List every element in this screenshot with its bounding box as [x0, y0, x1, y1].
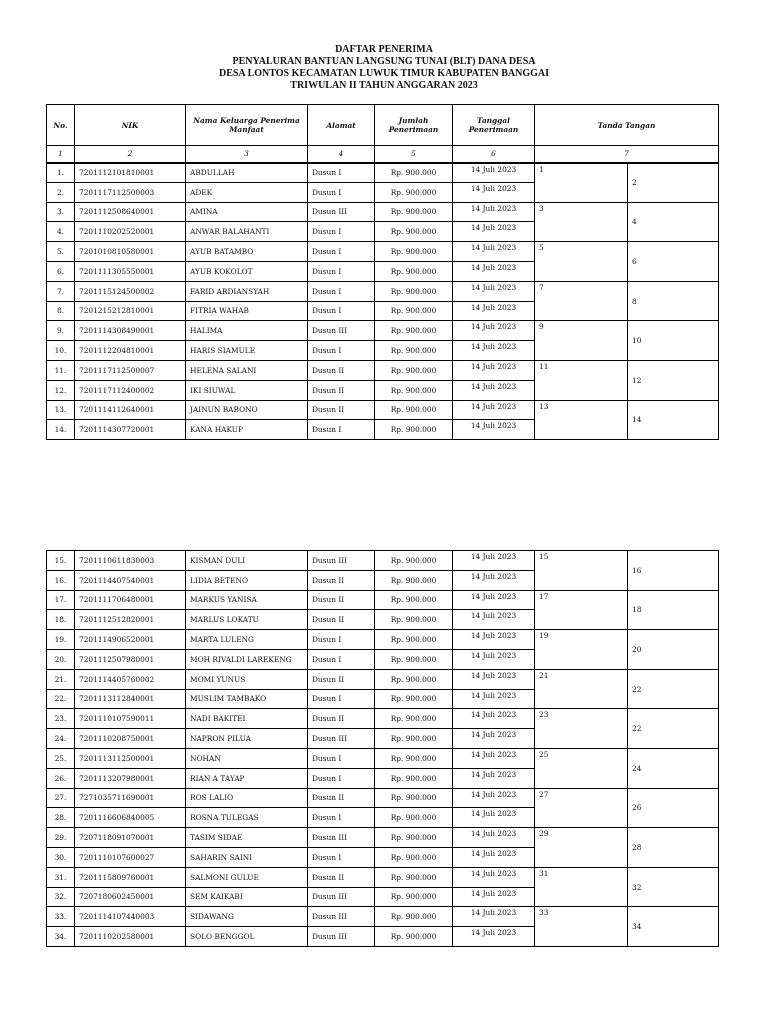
amount-cell: Rp. 900.000 — [375, 261, 453, 281]
amount-cell: Rp. 900.000 — [375, 689, 453, 709]
table-row — [47, 360, 719, 380]
name-cell: KANA HAKUP — [186, 420, 308, 440]
signature-box-left: 15 — [535, 551, 628, 591]
amount-cell: Rp. 900.000 — [375, 222, 453, 242]
column-number: 6 — [453, 146, 535, 163]
signature-box-left: 1 — [535, 163, 628, 203]
address-cell: Dusun I — [308, 768, 375, 788]
date-cell: 14 Juli 2023 — [453, 202, 535, 222]
row-number: 22. — [47, 689, 75, 709]
table-header-row — [47, 105, 719, 146]
name-cell: MOMI YUNUS — [186, 669, 308, 689]
address-cell: Dusun I — [308, 847, 375, 867]
address-cell: Dusun I — [308, 420, 375, 440]
date-cell: 14 Juli 2023 — [453, 261, 535, 281]
row-number: 19. — [47, 630, 75, 650]
table-row — [47, 828, 719, 848]
date-cell: 14 Juli 2023 — [453, 570, 535, 590]
title-line-1: DAFTAR PENERIMA — [335, 44, 433, 55]
date-cell: 14 Juli 2023 — [453, 768, 535, 788]
row-number: 12. — [47, 380, 75, 400]
row-number: 25. — [47, 748, 75, 768]
signature-box-left: 11 — [535, 360, 628, 400]
date-cell: 14 Juli 2023 — [453, 847, 535, 867]
recipient-table-page-2 — [46, 550, 719, 947]
signature-box-left: 3 — [535, 202, 628, 242]
amount-cell: Rp. 900.000 — [375, 649, 453, 669]
signature-box-right: 16 — [628, 551, 719, 591]
address-cell: Dusun II — [308, 570, 375, 590]
signature-box-right: 12 — [628, 360, 719, 400]
signature-box-right: 10 — [628, 321, 719, 361]
name-cell: NOHAN — [186, 748, 308, 768]
nik-cell: 7201110107590011 — [75, 709, 186, 729]
amount-cell: Rp. 900.000 — [375, 590, 453, 610]
nik-cell: 7201114405760002 — [75, 669, 186, 689]
row-number: 17. — [47, 590, 75, 610]
table-row — [47, 669, 719, 689]
address-cell: Dusun I — [308, 242, 375, 262]
row-number: 14. — [47, 420, 75, 440]
table-row — [47, 242, 719, 262]
row-number: 13. — [47, 400, 75, 420]
nik-cell: 7201114308490001 — [75, 321, 186, 341]
nik-cell: 7271035711690001 — [75, 788, 186, 808]
amount-cell: Rp. 900.000 — [375, 301, 453, 321]
date-cell: 14 Juli 2023 — [453, 360, 535, 380]
table-row — [47, 748, 719, 768]
column-number: 7 — [535, 146, 719, 163]
nik-cell: 7201110202520001 — [75, 222, 186, 242]
col-header-no: No. — [47, 105, 75, 146]
signature-box-left: 25 — [535, 748, 628, 788]
name-cell: LIDIA BETENO — [186, 570, 308, 590]
name-cell: ROS LALIO — [186, 788, 308, 808]
row-number: 32. — [47, 887, 75, 907]
name-cell: HARIS SIAMULE — [186, 341, 308, 361]
address-cell: Dusun I — [308, 301, 375, 321]
row-number: 21. — [47, 669, 75, 689]
name-cell: SOLO BENGGOL — [186, 927, 308, 947]
amount-cell: Rp. 900.000 — [375, 420, 453, 440]
name-cell: AMINA — [186, 202, 308, 222]
date-cell: 14 Juli 2023 — [453, 630, 535, 650]
name-cell: AYUB BATAMBO — [186, 242, 308, 262]
row-number: 4. — [47, 222, 75, 242]
name-cell: RIAN A TAYAP — [186, 768, 308, 788]
nik-cell: 7201117112500007 — [75, 360, 186, 380]
nik-cell: 7201114407540001 — [75, 570, 186, 590]
title-line-4: TRIWULAN II TAHUN ANGGARAN 2023 — [290, 80, 478, 91]
nik-cell: 7201112512820001 — [75, 610, 186, 630]
col-header-jumlah: Jumlah Penerimaan — [375, 105, 453, 146]
address-cell: Dusun I — [308, 630, 375, 650]
name-cell: ADEK — [186, 182, 308, 202]
nik-cell: 7201114107440003 — [75, 907, 186, 927]
nik-cell: 7201110208750001 — [75, 729, 186, 749]
date-cell: 14 Juli 2023 — [453, 808, 535, 828]
signature-box-left: 5 — [535, 242, 628, 282]
signature-box-left: 17 — [535, 590, 628, 630]
row-number: 3. — [47, 202, 75, 222]
table-row — [47, 321, 719, 341]
nik-cell: 7201112507980001 — [75, 649, 186, 669]
signature-box-right: 22 — [628, 669, 719, 709]
address-cell: Dusun III — [308, 729, 375, 749]
address-cell: Dusun I — [308, 748, 375, 768]
signature-box-left: 31 — [535, 867, 628, 907]
nik-cell: 7201117112500003 — [75, 182, 186, 202]
signature-box-left: 13 — [535, 400, 628, 440]
name-cell: SAHARIN SAINI — [186, 847, 308, 867]
date-cell: 14 Juli 2023 — [453, 649, 535, 669]
column-number: 1 — [47, 146, 75, 163]
nik-cell: 7201113112840001 — [75, 689, 186, 709]
signature-box-left: 29 — [535, 828, 628, 868]
nik-cell: 7201113207980001 — [75, 768, 186, 788]
amount-cell: Rp. 900.000 — [375, 847, 453, 867]
amount-cell: Rp. 900.000 — [375, 927, 453, 947]
row-number: 10. — [47, 341, 75, 361]
date-cell: 14 Juli 2023 — [453, 729, 535, 749]
nik-cell: 7201116606840005 — [75, 808, 186, 828]
name-cell: IKI SIUWAL — [186, 380, 308, 400]
amount-cell: Rp. 900.000 — [375, 202, 453, 222]
row-number: 33. — [47, 907, 75, 927]
amount-cell: Rp. 900.000 — [375, 341, 453, 361]
amount-cell: Rp. 900.000 — [375, 551, 453, 571]
address-cell: Dusun II — [308, 669, 375, 689]
nik-cell: 7201110107600027 — [75, 847, 186, 867]
table-row — [47, 281, 719, 301]
amount-cell: Rp. 900.000 — [375, 321, 453, 341]
address-cell: Dusun I — [308, 281, 375, 301]
address-cell: Dusun III — [308, 202, 375, 222]
signature-box-left: 23 — [535, 709, 628, 749]
amount-cell: Rp. 900.000 — [375, 867, 453, 887]
name-cell: MARLUS LOKATU — [186, 610, 308, 630]
row-number: 6. — [47, 261, 75, 281]
title-line-3: DESA LONTOS KECAMATAN LUWUK TIMUR KABUPATEN BANGGAI — [218, 68, 550, 79]
document-title — [0, 44, 768, 92]
name-cell: NAPRON PILUA — [186, 729, 308, 749]
name-cell: ABDULLAH — [186, 163, 308, 183]
nik-cell: 7207180602450001 — [75, 887, 186, 907]
date-cell: 14 Juli 2023 — [453, 907, 535, 927]
signature-box-right: 32 — [628, 867, 719, 907]
signature-box-left: 9 — [535, 321, 628, 361]
address-cell: Dusun I — [308, 182, 375, 202]
date-cell: 14 Juli 2023 — [453, 222, 535, 242]
signature-box-right: 18 — [628, 590, 719, 630]
nik-cell: 7201114906520001 — [75, 630, 186, 650]
nik-cell: 7201110611830003 — [75, 551, 186, 571]
amount-cell: Rp. 900.000 — [375, 828, 453, 848]
date-cell: 14 Juli 2023 — [453, 927, 535, 947]
row-number: 8. — [47, 301, 75, 321]
name-cell: AYUB KOKOLOT — [186, 261, 308, 281]
nik-cell: 7201115809760001 — [75, 867, 186, 887]
amount-cell: Rp. 900.000 — [375, 729, 453, 749]
amount-cell: Rp. 900.000 — [375, 669, 453, 689]
table-row — [47, 163, 719, 183]
name-cell: SALMONI GULUE — [186, 867, 308, 887]
signature-box-right: 6 — [628, 242, 719, 282]
row-number: 26. — [47, 768, 75, 788]
nik-cell: 7201110202580001 — [75, 927, 186, 947]
date-cell: 14 Juli 2023 — [453, 867, 535, 887]
date-cell: 14 Juli 2023 — [453, 709, 535, 729]
date-cell: 14 Juli 2023 — [453, 689, 535, 709]
column-number: 4 — [308, 146, 375, 163]
column-number: 3 — [186, 146, 308, 163]
date-cell: 14 Juli 2023 — [453, 788, 535, 808]
nik-cell: 7201010810580001 — [75, 242, 186, 262]
name-cell: MARTA LULENG — [186, 630, 308, 650]
address-cell: Dusun III — [308, 887, 375, 907]
date-cell: 14 Juli 2023 — [453, 669, 535, 689]
title-line-2: PENYALURAN BANTUAN LANGSUNG TUNAI (BLT) DANA DESA — [232, 56, 536, 67]
row-number: 11. — [47, 360, 75, 380]
address-cell: Dusun II — [308, 867, 375, 887]
nik-cell: 7201112508640001 — [75, 202, 186, 222]
nik-cell: 7201117112400002 — [75, 380, 186, 400]
nik-cell: 7201111706480001 — [75, 590, 186, 610]
name-cell: HELENA SALANI — [186, 360, 308, 380]
date-cell: 14 Juli 2023 — [453, 380, 535, 400]
row-number: 5. — [47, 242, 75, 262]
amount-cell: Rp. 900.000 — [375, 242, 453, 262]
address-cell: Dusun II — [308, 380, 375, 400]
address-cell: Dusun I — [308, 808, 375, 828]
address-cell: Dusun II — [308, 360, 375, 380]
date-cell: 14 Juli 2023 — [453, 828, 535, 848]
name-cell: MUSLIM TAMBAKO — [186, 689, 308, 709]
amount-cell: Rp. 900.000 — [375, 360, 453, 380]
row-number: 1. — [47, 163, 75, 183]
date-cell: 14 Juli 2023 — [453, 301, 535, 321]
date-cell: 14 Juli 2023 — [453, 242, 535, 262]
amount-cell: Rp. 900.000 — [375, 788, 453, 808]
amount-cell: Rp. 900.000 — [375, 163, 453, 183]
amount-cell: Rp. 900.000 — [375, 630, 453, 650]
date-cell: 14 Juli 2023 — [453, 610, 535, 630]
name-cell: HALIMA — [186, 321, 308, 341]
address-cell: Dusun III — [308, 321, 375, 341]
amount-cell: Rp. 900.000 — [375, 400, 453, 420]
name-cell: ROSNA TULEGAS — [186, 808, 308, 828]
date-cell: 14 Juli 2023 — [453, 182, 535, 202]
address-cell: Dusun II — [308, 709, 375, 729]
signature-box-left: 33 — [535, 907, 628, 947]
address-cell: Dusun III — [308, 828, 375, 848]
date-cell: 14 Juli 2023 — [453, 748, 535, 768]
row-number: 16. — [47, 570, 75, 590]
name-cell: ANWAR BALAHANTI — [186, 222, 308, 242]
nik-cell: 7201115124500002 — [75, 281, 186, 301]
column-number-row — [47, 146, 719, 163]
amount-cell: Rp. 900.000 — [375, 182, 453, 202]
row-number: 23. — [47, 709, 75, 729]
nik-cell: 7201112204810001 — [75, 341, 186, 361]
col-header-alamat: Alamat — [308, 105, 375, 146]
col-header-nik: NIK — [75, 105, 186, 146]
recipient-table-page-1 — [46, 104, 719, 440]
row-number: 18. — [47, 610, 75, 630]
nik-cell: 7201113112500001 — [75, 748, 186, 768]
row-number: 29. — [47, 828, 75, 848]
address-cell: Dusun II — [308, 400, 375, 420]
row-number: 9. — [47, 321, 75, 341]
signature-box-left: 21 — [535, 669, 628, 709]
address-cell: Dusun II — [308, 590, 375, 610]
signature-box-right: 8 — [628, 281, 719, 321]
table-row — [47, 709, 719, 729]
amount-cell: Rp. 900.000 — [375, 610, 453, 630]
nik-cell: 7201114307720001 — [75, 420, 186, 440]
col-header-nama: Nama Keluarga Penerima Manfaat — [186, 105, 308, 146]
address-cell: Dusun I — [308, 222, 375, 242]
address-cell: Dusun I — [308, 163, 375, 183]
amount-cell: Rp. 900.000 — [375, 380, 453, 400]
nik-cell: 7201114112640001 — [75, 400, 186, 420]
amount-cell: Rp. 900.000 — [375, 808, 453, 828]
nik-cell: 7201215212810001 — [75, 301, 186, 321]
table-row — [47, 400, 719, 420]
name-cell: MOH RIVALDI LAREKENG — [186, 649, 308, 669]
name-cell: TASIM SIDAE — [186, 828, 308, 848]
row-number: 7. — [47, 281, 75, 301]
name-cell: KISMAN DULI — [186, 551, 308, 571]
date-cell: 14 Juli 2023 — [453, 321, 535, 341]
amount-cell: Rp. 900.000 — [375, 281, 453, 301]
row-number: 34. — [47, 927, 75, 947]
amount-cell: Rp. 900.000 — [375, 907, 453, 927]
signature-box-right: 20 — [628, 630, 719, 670]
address-cell: Dusun III — [308, 927, 375, 947]
address-cell: Dusun I — [308, 689, 375, 709]
name-cell: JAINUN BABONO — [186, 400, 308, 420]
row-number: 28. — [47, 808, 75, 828]
signature-box-right: 34 — [628, 907, 719, 947]
table-row — [47, 907, 719, 927]
name-cell: MARKUS YANISA — [186, 590, 308, 610]
nik-cell: 7201111305550001 — [75, 261, 186, 281]
signature-box-right: 28 — [628, 828, 719, 868]
signature-box-right: 4 — [628, 202, 719, 242]
amount-cell: Rp. 900.000 — [375, 709, 453, 729]
name-cell: NADI BAKITEI — [186, 709, 308, 729]
amount-cell: Rp. 900.000 — [375, 748, 453, 768]
table-row — [47, 630, 719, 650]
table-row — [47, 590, 719, 610]
column-number: 2 — [75, 146, 186, 163]
row-number: 30. — [47, 847, 75, 867]
date-cell: 14 Juli 2023 — [453, 590, 535, 610]
signature-box-left: 7 — [535, 281, 628, 321]
col-header-tanggal: Tanggal Penerimaan — [453, 105, 535, 146]
address-cell: Dusun III — [308, 907, 375, 927]
address-cell: Dusun I — [308, 649, 375, 669]
signature-box-right: 22 — [628, 709, 719, 749]
table-row — [47, 867, 719, 887]
signature-box-left: 27 — [535, 788, 628, 828]
col-header-tanda-tangan: Tanda Tangan — [535, 105, 719, 146]
amount-cell: Rp. 900.000 — [375, 887, 453, 907]
row-number: 27. — [47, 788, 75, 808]
date-cell: 14 Juli 2023 — [453, 420, 535, 440]
table-row — [47, 202, 719, 222]
name-cell: FITRIA WAHAB — [186, 301, 308, 321]
address-cell: Dusun II — [308, 610, 375, 630]
nik-cell: 7201112101810001 — [75, 163, 186, 183]
address-cell: Dusun I — [308, 261, 375, 281]
address-cell: Dusun III — [308, 551, 375, 571]
name-cell: FARID ARDIANSYAH — [186, 281, 308, 301]
date-cell: 14 Juli 2023 — [453, 163, 535, 183]
signature-box-left: 19 — [535, 630, 628, 670]
table-row — [47, 551, 719, 571]
signature-box-right: 14 — [628, 400, 719, 440]
row-number: 2. — [47, 182, 75, 202]
date-cell: 14 Juli 2023 — [453, 400, 535, 420]
date-cell: 14 Juli 2023 — [453, 281, 535, 301]
amount-cell: Rp. 900.000 — [375, 768, 453, 788]
date-cell: 14 Juli 2023 — [453, 551, 535, 571]
signature-box-right: 26 — [628, 788, 719, 828]
address-cell: Dusun II — [308, 788, 375, 808]
table-row — [47, 788, 719, 808]
signature-box-right: 24 — [628, 748, 719, 788]
signature-box-right: 2 — [628, 163, 719, 203]
row-number: 24. — [47, 729, 75, 749]
name-cell: SEM KAIKABI — [186, 887, 308, 907]
row-number: 20. — [47, 649, 75, 669]
name-cell: SIDAWANG — [186, 907, 308, 927]
address-cell: Dusun I — [308, 341, 375, 361]
row-number: 15. — [47, 551, 75, 571]
column-number: 5 — [375, 146, 453, 163]
date-cell: 14 Juli 2023 — [453, 887, 535, 907]
amount-cell: Rp. 900.000 — [375, 570, 453, 590]
row-number: 31. — [47, 867, 75, 887]
date-cell: 14 Juli 2023 — [453, 341, 535, 361]
nik-cell: 7207118091070001 — [75, 828, 186, 848]
